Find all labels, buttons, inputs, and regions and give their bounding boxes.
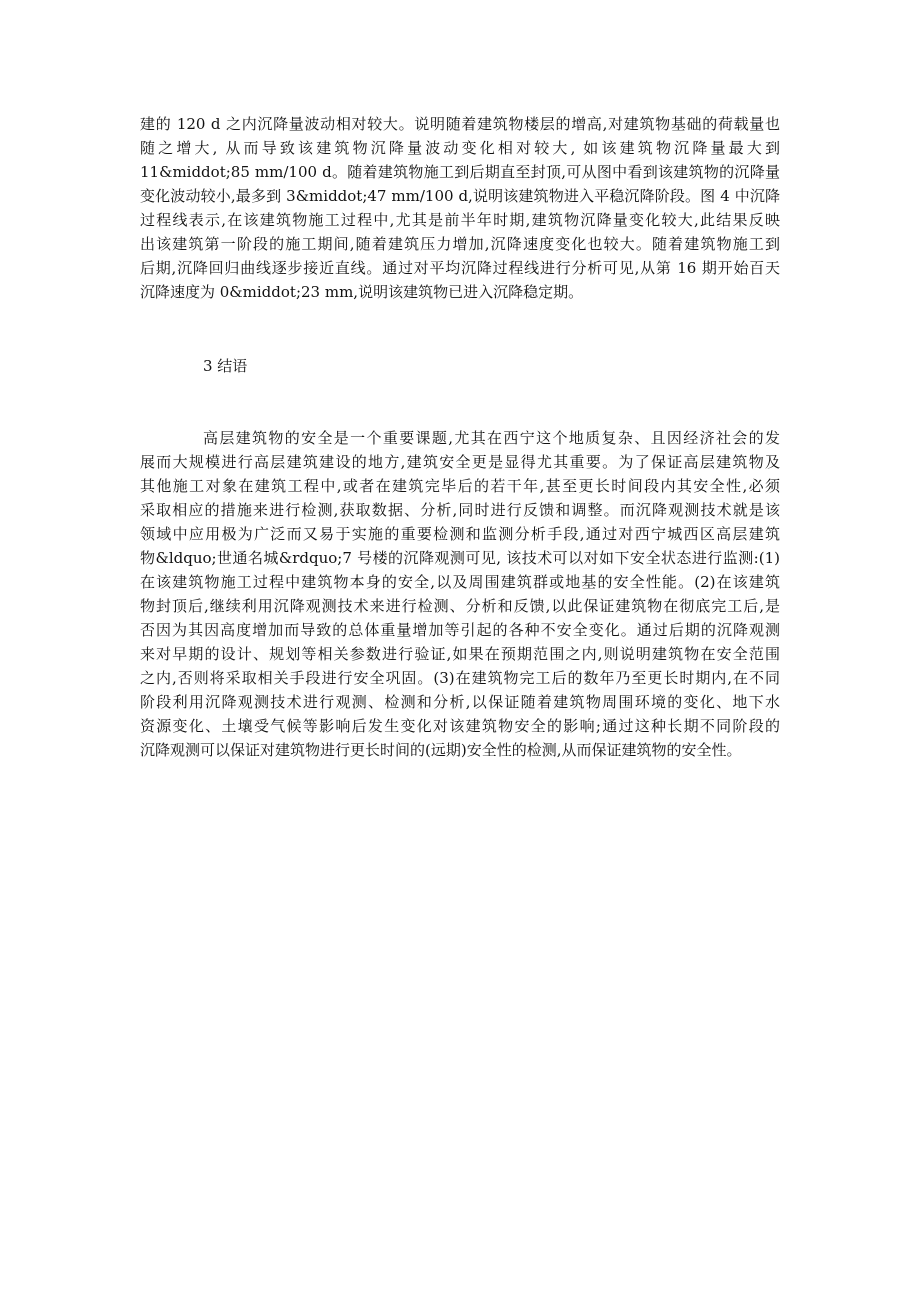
- paragraph-line: 其他施工对象在建筑工程中,或者在建筑完毕后的若干年,甚至更长时间段内其安全性,必须: [140, 477, 780, 495]
- paragraph-line: 否因为其因高度增加而导致的总体重量增加等引起的各种不安全变化。通过后期的沉降观测: [140, 621, 780, 639]
- paragraph-line: 之内,否则将采取相关手段进行安全巩固。(3)在建筑物完工后的数年乃至更长时期内,在不同: [140, 669, 780, 687]
- paragraph-line: 阶段利用沉降观测技术进行观测、检测和分析,以保证随着建筑物周围环境的变化、地下水: [140, 693, 780, 711]
- paragraph-line: 沉降观测可以保证对建筑物进行更长时间的(远期)安全性的检测,从而保证建筑物的安全性。: [140, 741, 742, 759]
- paragraph-line: 物&ldquo;世通名城&rdquo;7 号楼的沉降观测可见, 该技术可以对如下安全状态进行监测:(1): [140, 549, 780, 567]
- paragraph-line: 高层建筑物的安全是一个重要课题,尤其在西宁这个地质复杂、且因经济社会的发: [203, 429, 780, 447]
- paragraph-line: 在该建筑物施工过程中建筑物本身的安全,以及周围建筑群或地基的安全性能。(2)在该建筑: [140, 573, 780, 591]
- paragraph-line: 物封顶后,继续利用沉降观测技术来进行检测、分析和反馈,以此保证建筑物在彻底完工后,是: [140, 597, 780, 615]
- paragraph-line: 资源变化、土壤受气候等影响后发生变化对该建筑物安全的影响;通过这种长期不同阶段的: [140, 717, 780, 735]
- paragraph-line: 过程线表示,在该建筑物施工过程中,尤其是前半年时期,建筑物沉降量变化较大,此结果反映: [140, 211, 780, 229]
- paragraph-line: 展而大规模进行高层建筑建设的地方,建筑安全更是显得尤其重要。为了保证高层建筑物及: [140, 453, 780, 471]
- paragraph-line: 变化波动较小,最多到 3&middot;47 mm/100 d,说明该建筑物进入平稳沉降阶段。图 4 中沉降: [140, 187, 780, 205]
- section-heading-conclusion: 3 结语: [203, 357, 248, 375]
- paragraph-line: 随之增大, 从而导致该建筑物沉降量波动变化相对较大, 如该建筑物沉降量最大到: [140, 139, 780, 157]
- paragraph-line: 采取相应的措施来进行检测,获取数据、分析,同时进行反馈和调整。而沉降观测技术就是该: [140, 501, 780, 519]
- paragraph-line: 出该建筑第一阶段的施工期间,随着建筑压力增加,沉降速度变化也较大。随着建筑物施工到: [140, 235, 780, 253]
- paragraph-line: 来对早期的设计、规划等相关参数进行验证,如果在预期范围之内,则说明建筑物在安全范围: [140, 645, 780, 663]
- paragraph-line: 沉降速度为 0&middot;23 mm,说明该建筑物已进入沉降稳定期。: [140, 283, 584, 301]
- paragraph-line: 后期,沉降回归曲线逐步接近直线。通过对平均沉降过程线进行分析可见,从第 16 期开始百天: [140, 259, 780, 277]
- paragraph-settlement-analysis: [140, 112, 780, 304]
- paragraph-line: 建的 120 d 之内沉降量波动相对较大。说明随着建筑物楼层的增高,对建筑物基础的荷载量也: [140, 115, 780, 133]
- paragraph-conclusion: [140, 426, 780, 762]
- paragraph-line: 领域中应用极为广泛而又易于实施的重要检测和监测分析手段,通过对西宁城西区高层建筑: [140, 525, 780, 543]
- paragraph-line: 11&middot;85 mm/100 d。随着建筑物施工到后期直至封顶,可从图中看到该建筑物的沉降量: [140, 163, 780, 181]
